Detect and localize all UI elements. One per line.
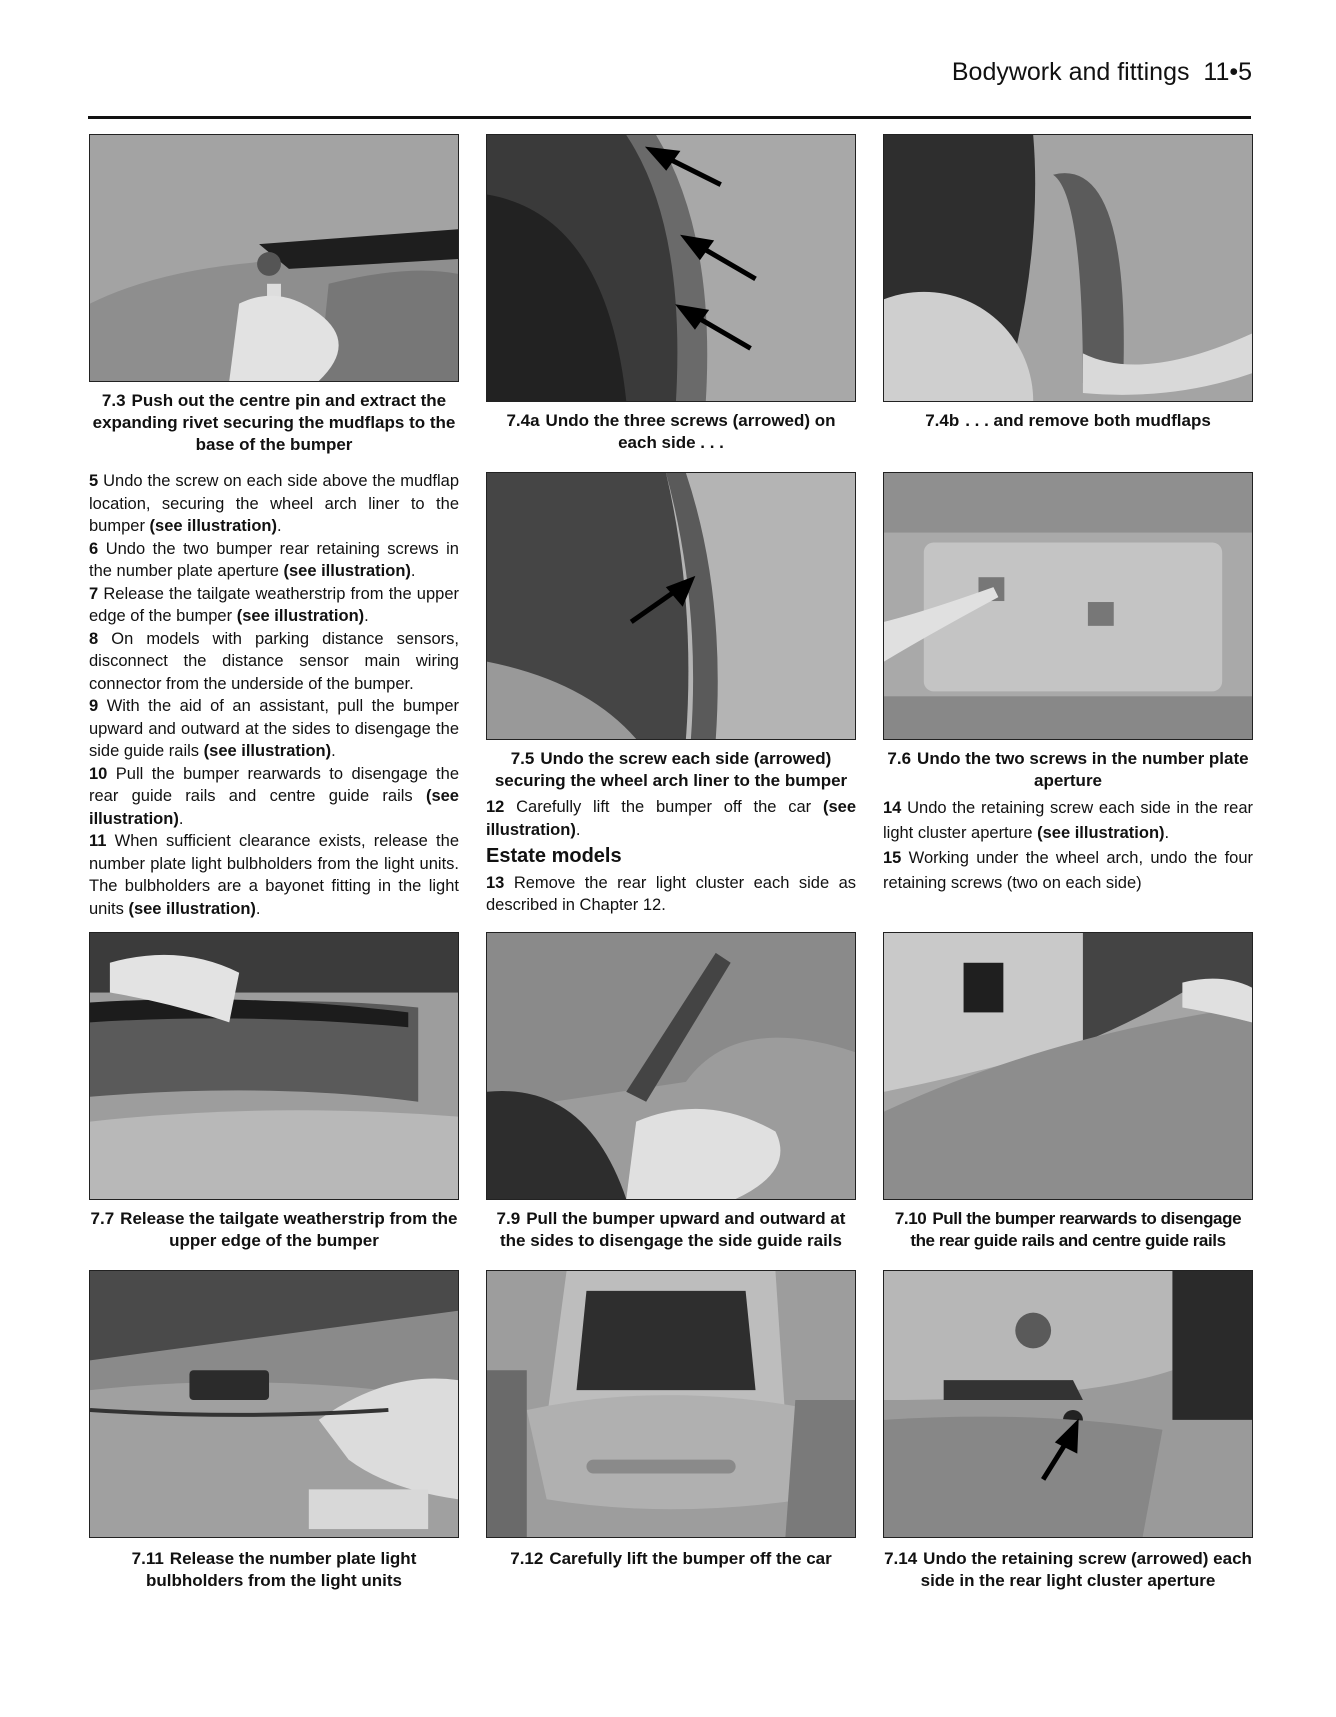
photo-7-4b	[883, 134, 1253, 402]
see-ref: (see illustration)	[486, 798, 856, 839]
caption-7-6	[883, 748, 1253, 792]
caption-text: Pull the bumper upward and outward at the sides to disengage the side guide rails	[500, 1209, 846, 1250]
step-text: Undo the retaining screw each side in the rear light cluster aperture	[883, 799, 1253, 842]
caption-text: Release the tailgate weatherstrip from the upper edge of the bumper	[120, 1209, 458, 1250]
paragraph-12: 12 Carefully lift the bumper off the car (see illustration).	[486, 798, 856, 839]
caption-7-14	[883, 1548, 1253, 1592]
caption-7-4a	[486, 410, 856, 454]
photo-7-12	[486, 1270, 856, 1538]
step-number: 14	[883, 799, 902, 817]
caption-7-12	[486, 1548, 856, 1570]
step-number: 10	[89, 764, 108, 783]
photo-7-14	[883, 1270, 1253, 1538]
step-number: 5	[89, 472, 99, 490]
paragraph-10: 10 Pull the bumper rearwards to disengage the rear guide rails and centre guide rails (see illustration).	[89, 764, 459, 828]
caption-text: Undo the screw each side (arrowed) securing the wheel arch liner to the bumper	[494, 749, 848, 790]
step-text: With the aid of an assistant, pull the bumper upward and outward at the sides to disengage the side guide rails	[89, 697, 459, 760]
caption-7-11	[89, 1548, 459, 1592]
caption-text: Undo the two screws in the number plate aperture	[917, 749, 1249, 790]
step-text: Working under the wheel arch, undo the four retaining screws (two on each side)	[883, 849, 1254, 892]
caption-text: Carefully lift the bumper off the car	[549, 1549, 832, 1568]
caption-number: 7.4b	[925, 411, 960, 430]
paragraph-7: 7 Release the tailgate weatherstrip from the upper edge of the bumper (see illustration).	[89, 584, 459, 625]
step-text: Pull the bumper rearwards to disengage the rear guide rails and centre guide rails	[89, 764, 459, 805]
photo-7-5	[486, 472, 856, 740]
step-number: 7	[89, 584, 99, 603]
see-ref: (see illustration)	[128, 899, 256, 918]
paragraph-8	[89, 628, 459, 696]
paragraph-5: 5 Undo the screw on each side above the mudflap location, securing the wheel arch liner to the bumper (see illustration).	[89, 472, 459, 535]
section-heading: Estate models	[486, 845, 622, 867]
step-text: Undo the two bumper rear retaining screws in the number plate aperture	[89, 539, 459, 580]
page-number: 11•5	[1203, 58, 1252, 86]
paragraph-6: 6 Undo the two bumper rear retaining screws in the number plate aperture (see illustration).	[89, 539, 459, 580]
see-ref: (see illustration)	[203, 742, 332, 760]
caption-number: 7.6	[887, 749, 912, 768]
caption-7-4b	[883, 410, 1253, 432]
caption-number: 7.11	[131, 1549, 164, 1568]
photo-7-7	[89, 932, 459, 1200]
caption-text: Release the number plate light bulbholders from the light units	[146, 1549, 417, 1590]
step-number: 6	[89, 539, 99, 558]
paragraph-9: 9 With the aid of an assistant, pull the bumper upward and outward at the sides to disengage the side guide rails (see illustration).	[89, 697, 459, 760]
caption-number: 7.5	[510, 749, 535, 768]
caption-text: Pull the bumper rearwards to disengage the rear guide rails and centre guide rails	[910, 1209, 1242, 1250]
caption-7-9	[486, 1208, 856, 1252]
photo-7-11	[89, 1270, 459, 1538]
caption-7-10	[883, 1208, 1253, 1252]
photo-7-10	[883, 932, 1253, 1200]
caption-text: Undo the three screws (arrowed) on each side . . .	[545, 411, 836, 452]
see-ref: (see illustration)	[283, 562, 411, 580]
paragraph-11: 11 When sufficient clearance exists, release the number plate light bulbholders from the light units. The bulbholders are a bayonet fitting in the light units (see illustration).	[89, 832, 459, 918]
caption-text: Push out the centre pin and extract the expanding rivet securing the mudflaps to the base of the bumper	[92, 391, 456, 454]
header-rule	[88, 116, 1251, 119]
step-number: 11	[89, 832, 107, 850]
caption-number: 7.7	[90, 1209, 115, 1228]
step-number: 12	[486, 798, 505, 816]
see-ref: (see illustration)	[149, 517, 277, 535]
text-column-middle	[486, 796, 856, 917]
step-text: Release the tailgate weatherstrip from the upper edge of the bumper	[89, 584, 459, 625]
header-title: Bodywork and fittings	[951, 58, 1190, 86]
caption-number: 7.14	[884, 1549, 918, 1568]
step-number: 15	[883, 849, 902, 867]
see-ref: (see illustration)	[1037, 824, 1165, 842]
paragraph-14: 14 Undo the retaining screw each side in the rear light cluster aperture (see illustration).	[883, 799, 1253, 842]
photo-7-4a	[486, 134, 856, 402]
see-ref: (see illustration)	[236, 607, 365, 625]
caption-number: 7.3	[101, 391, 126, 410]
step-number: 13	[486, 873, 505, 892]
caption-7-7	[89, 1208, 459, 1252]
see-ref: (see illustration)	[89, 787, 459, 828]
caption-number: 7.4a	[506, 411, 540, 430]
caption-7-5	[486, 748, 856, 792]
photo-7-9	[486, 932, 856, 1200]
photo-7-6	[883, 472, 1253, 740]
step-text: Remove the rear light cluster each side as described in Chapter 12.	[486, 873, 856, 914]
paragraph-13	[486, 872, 856, 917]
step-text: Carefully lift the bumper off the car	[516, 798, 812, 816]
paragraph-15	[883, 846, 1253, 896]
step-number: 8	[89, 629, 99, 648]
caption-text: . . . and remove both mudflaps	[965, 411, 1211, 430]
caption-number: 7.12	[510, 1549, 544, 1568]
step-text: When sufficient clearance exists, release the number plate light bulbholders from the light units. The bulbholders are a bayonet fitting in the light units	[89, 832, 459, 918]
photo-7-3	[89, 134, 459, 382]
caption-text: Undo the retaining screw (arrowed) each side in the rear light cluster aperture	[920, 1549, 1252, 1590]
step-number: 9	[89, 697, 99, 715]
step-text: On models with parking distance sensors, disconnect the distance sensor main wiring connector from the underside of the bumper.	[89, 629, 459, 693]
running-header	[900, 58, 1252, 87]
step-text: Undo the screw on each side above the mudflap location, securing the wheel arch liner to the bumper	[89, 472, 459, 535]
text-column-left	[89, 470, 459, 920]
caption-number: 7.10	[894, 1209, 927, 1228]
text-column-right	[883, 796, 1253, 896]
caption-7-3	[89, 390, 459, 456]
caption-number: 7.9	[496, 1209, 521, 1228]
